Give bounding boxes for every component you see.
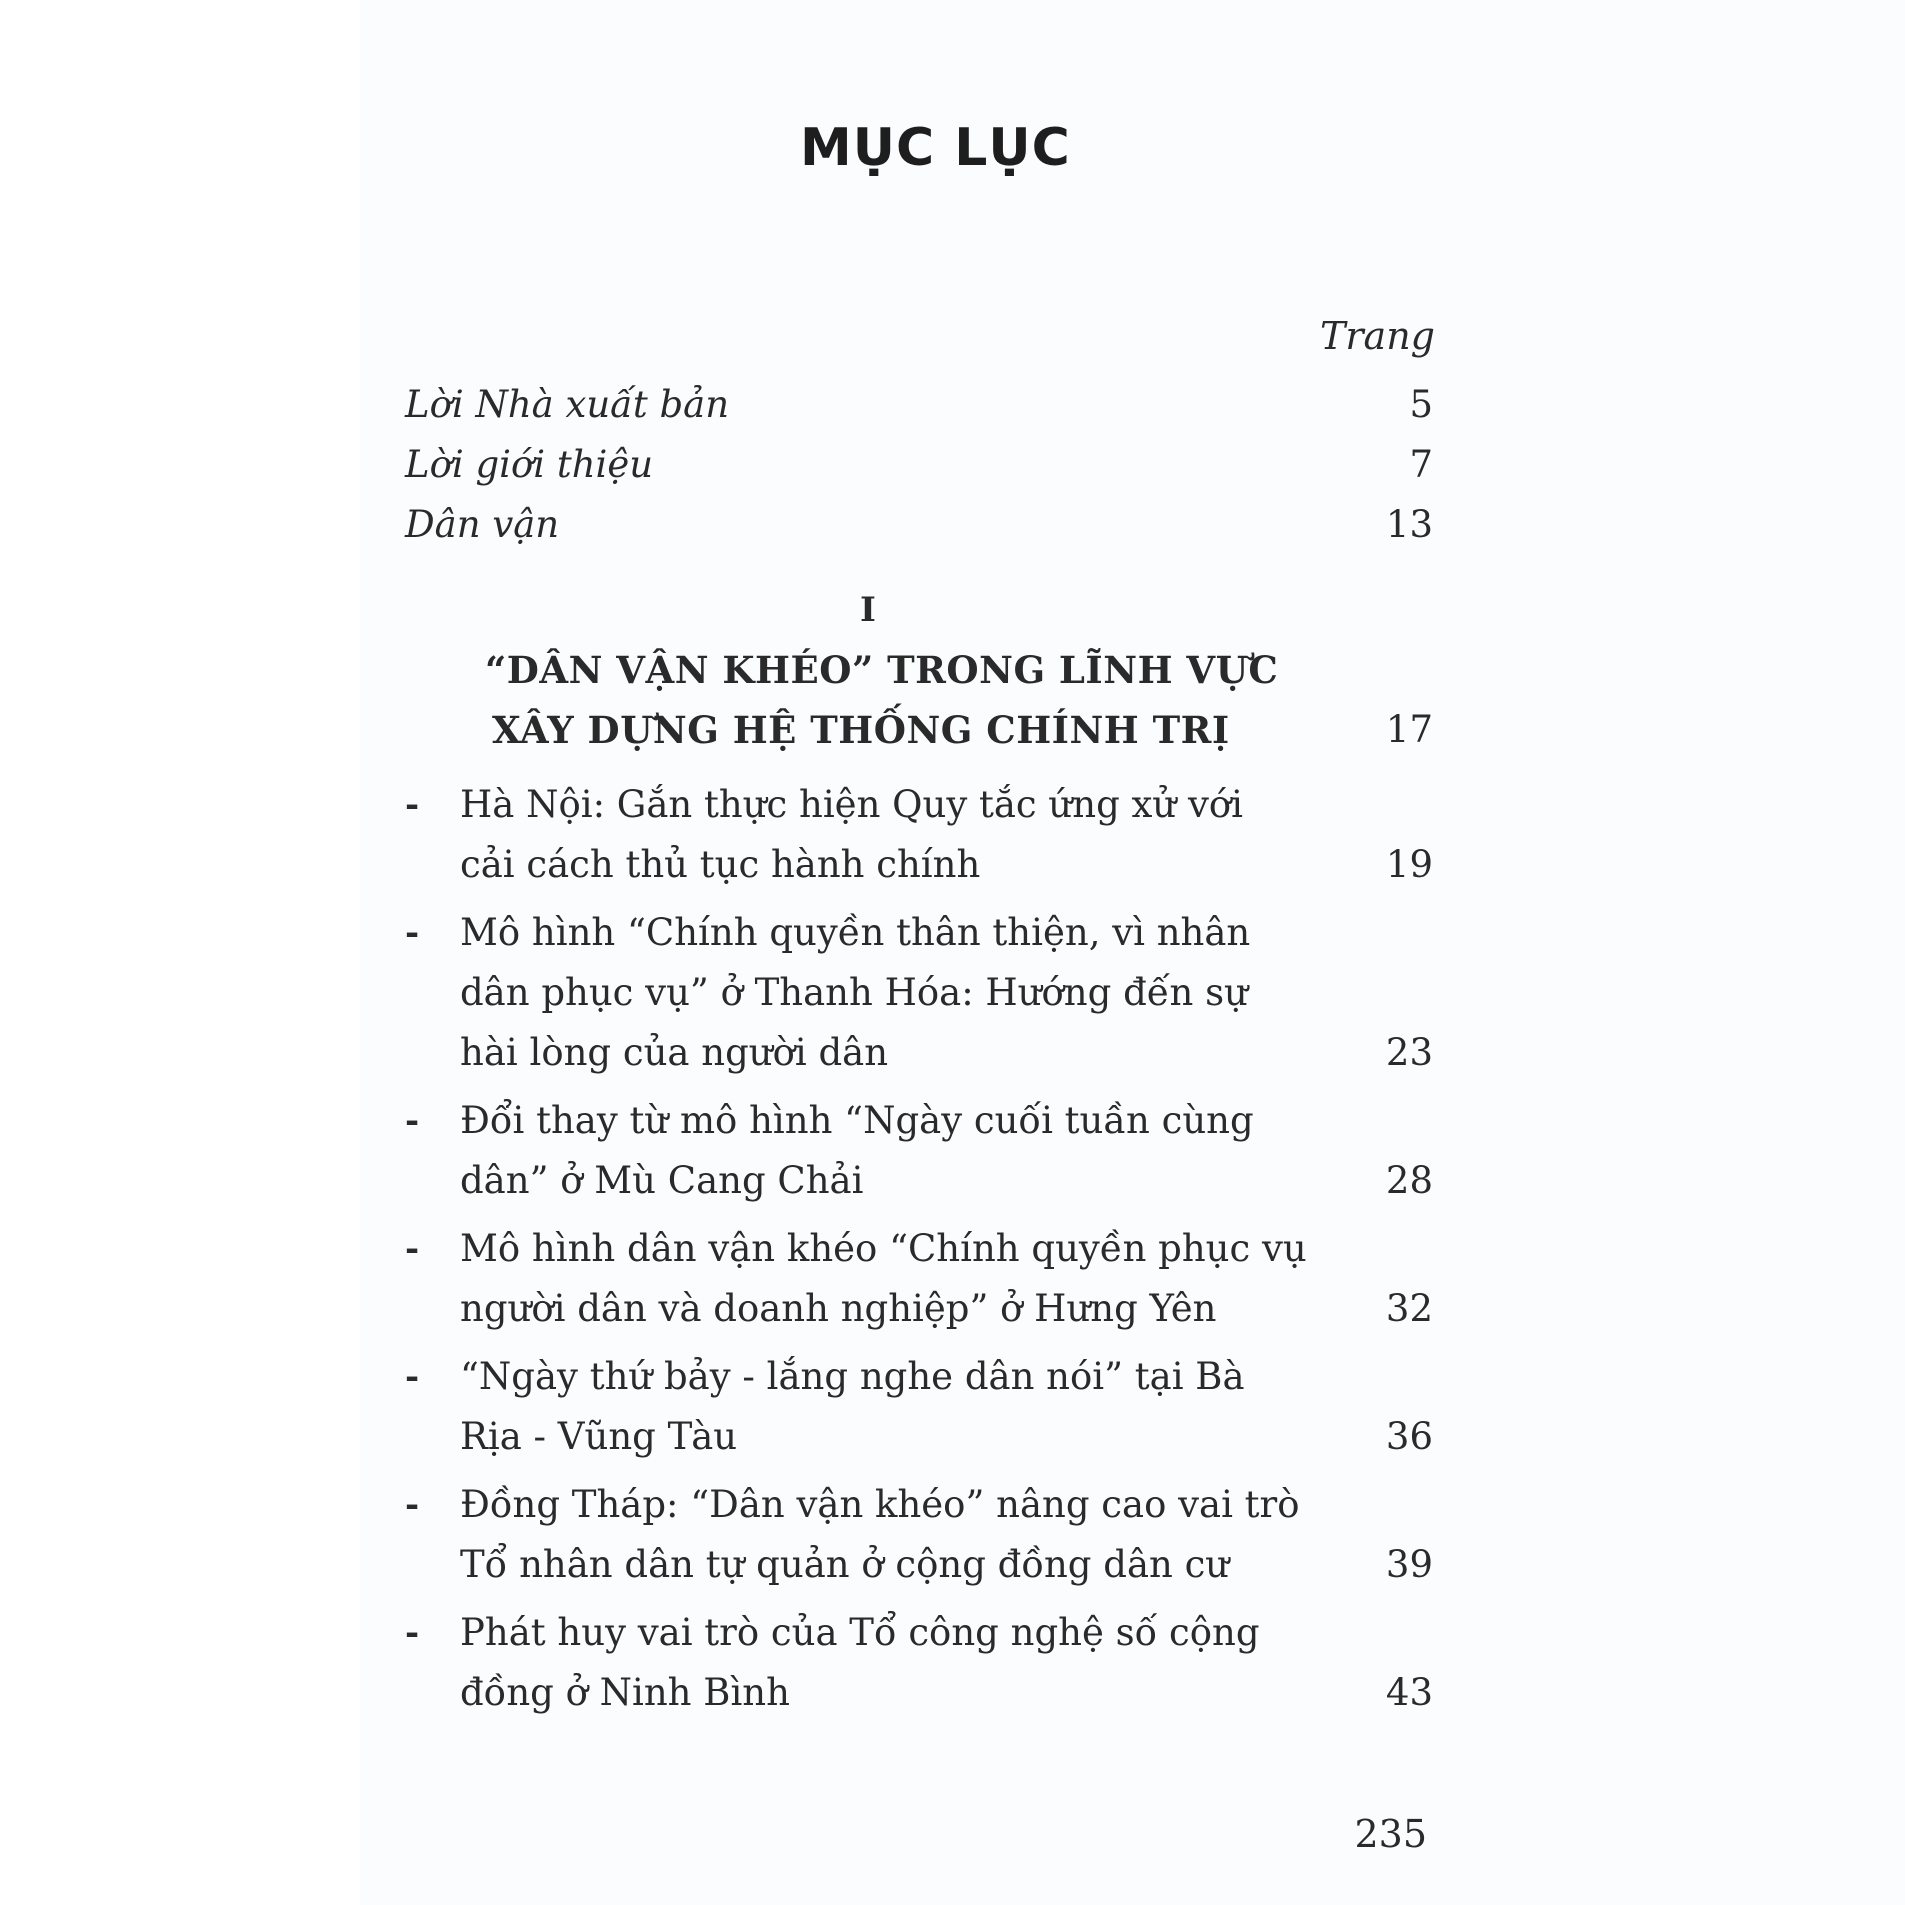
- toc-entry-page: 5: [1409, 383, 1433, 426]
- footer-page-number: 235: [1354, 1812, 1427, 1856]
- item-text-line: người dân và doanh nghiệp” ở Hưng Yên: [460, 1287, 1217, 1330]
- item-page: 43: [1385, 1671, 1433, 1714]
- item-page: 23: [1385, 1031, 1433, 1074]
- item-dash: -: [405, 1613, 420, 1653]
- item-text-line: cải cách thủ tục hành chính: [460, 843, 981, 886]
- item-text-line: dân” ở Mù Cang Chải: [460, 1159, 864, 1202]
- item-text-line: đồng ở Ninh Bình: [460, 1671, 790, 1714]
- toc-entry-label: Dân vận: [405, 503, 560, 546]
- toc-entry-label: Lời giới thiệu: [405, 443, 654, 486]
- item-dash: -: [405, 1357, 420, 1397]
- toc-entry-page: 7: [1409, 443, 1433, 486]
- item-dash: -: [405, 785, 420, 825]
- item-page: 32: [1385, 1287, 1433, 1330]
- section-title-line: XÂY DỰNG HỆ THỐNG CHÍNH TRỊ: [492, 708, 1230, 752]
- toc-entry-label: Lời Nhà xuất bản: [405, 383, 730, 426]
- item-text-line: Mô hình “Chính quyền thân thiện, vì nhân: [460, 911, 1251, 954]
- item-dash: -: [405, 1229, 420, 1269]
- item-text-line: Rịa - Vũng Tàu: [460, 1415, 738, 1458]
- item-dash: -: [405, 1101, 420, 1141]
- section-page: 17: [1385, 708, 1433, 751]
- section-number: I: [860, 590, 876, 630]
- page-column-label: Trang: [1320, 314, 1435, 358]
- item-text-line: Tổ nhân dân tự quản ở cộng đồng dân cư: [460, 1543, 1230, 1586]
- item-text-line: Đổi thay từ mô hình “Ngày cuối tuần cùng: [460, 1099, 1254, 1142]
- item-dash: -: [405, 913, 420, 953]
- item-text-line: Phát huy vai trò của Tổ công nghệ số cộng: [460, 1611, 1260, 1654]
- item-page: 28: [1385, 1159, 1433, 1202]
- toc-entry-page: 13: [1385, 503, 1433, 546]
- item-text-line: hài lòng của người dân: [460, 1031, 889, 1074]
- item-text-line: “Ngày thứ bảy - lắng nghe dân nói” tại Bà: [460, 1355, 1245, 1398]
- item-text-line: Hà Nội: Gắn thực hiện Quy tắc ứng xử với: [460, 783, 1243, 826]
- page-title: MỤC LỤC: [800, 118, 1071, 178]
- item-text-line: Mô hình dân vận khéo “Chính quyền phục vụ: [460, 1227, 1307, 1270]
- item-page: 36: [1385, 1415, 1433, 1458]
- item-page: 19: [1385, 843, 1433, 886]
- section-title-line: “DÂN VẬN KHÉO” TRONG LĨNH VỰC: [485, 648, 1279, 692]
- item-dash: -: [405, 1485, 420, 1525]
- item-page: 39: [1385, 1543, 1433, 1586]
- item-text-line: Đồng Tháp: “Dân vận khéo” nâng cao vai trò: [460, 1483, 1300, 1526]
- item-text-line: dân phục vụ” ở Thanh Hóa: Hướng đến sự: [460, 971, 1248, 1014]
